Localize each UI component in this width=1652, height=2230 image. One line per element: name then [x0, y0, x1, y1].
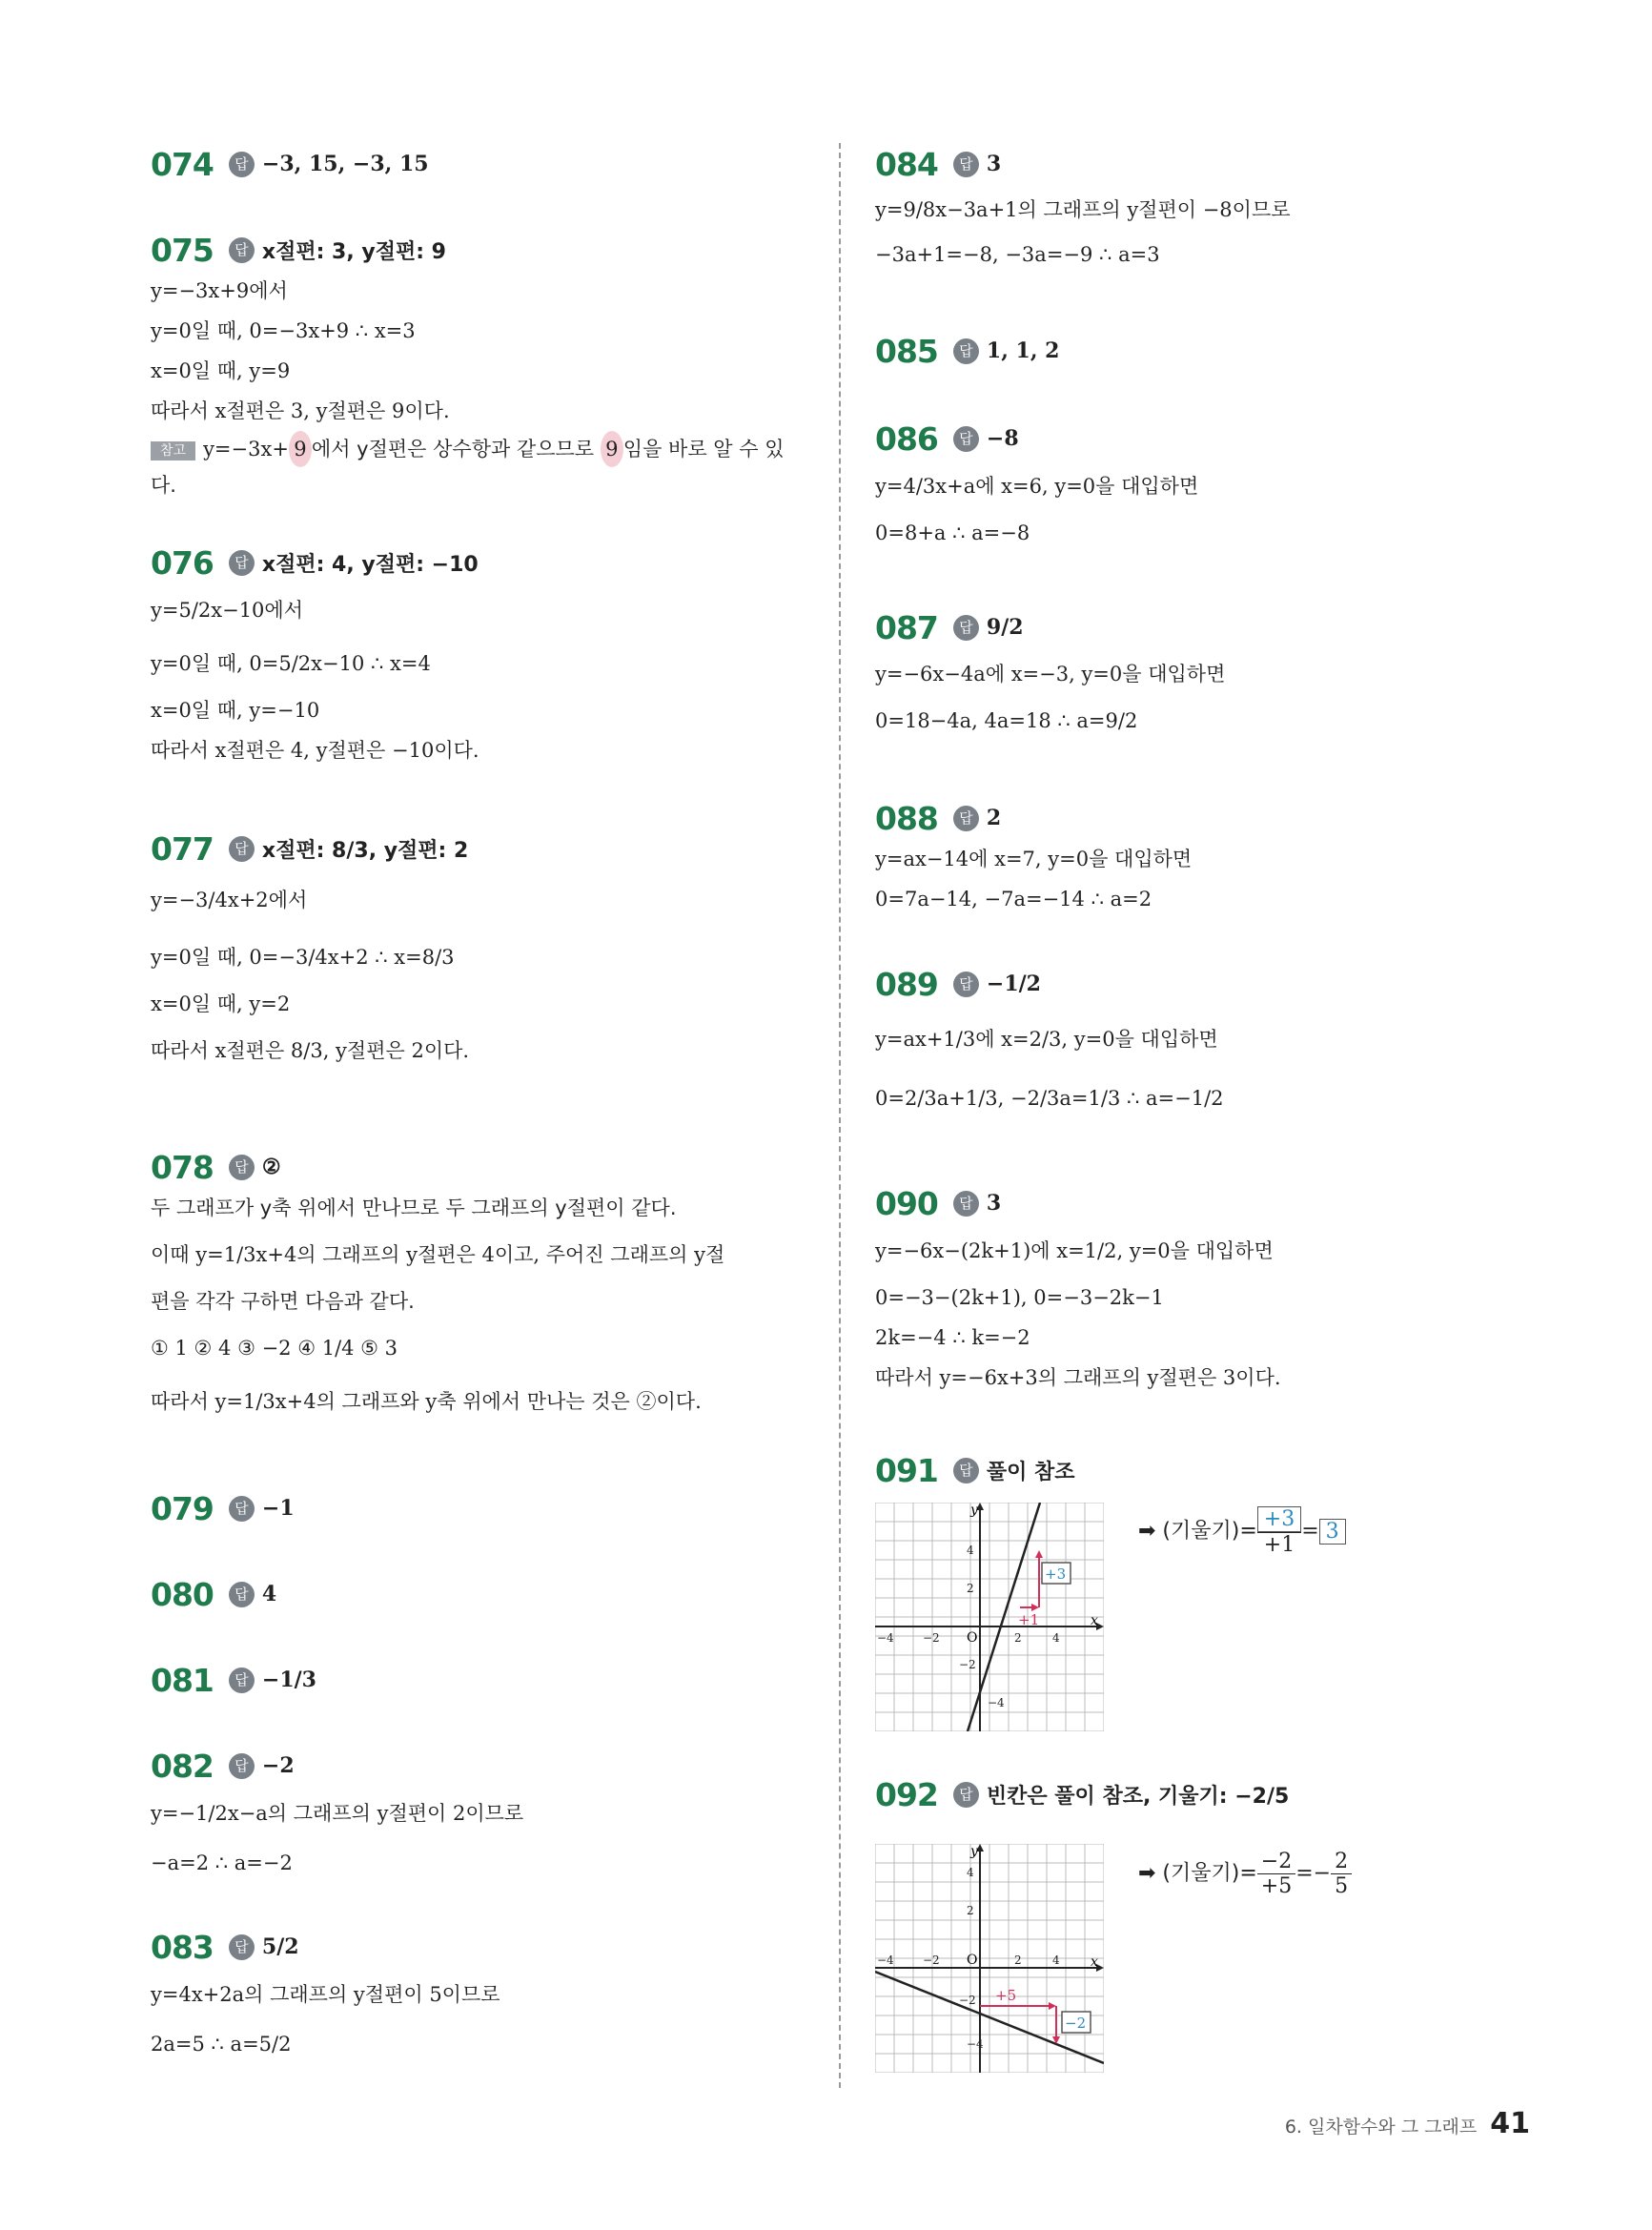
problem-089 — [875, 959, 1533, 1127]
answer-badge: 답 — [953, 972, 979, 997]
problem-number: 074 — [151, 145, 214, 183]
solution-line: y=−6x−(2k+1)에 x=1/2, y=0을 대입하면 — [875, 1239, 1274, 1262]
solution-line: y=0일 때, 0=−3/4x+2 ∴ x=8/3 — [151, 946, 455, 969]
answer-badge: 답 — [953, 152, 979, 177]
answer-badge: 답 — [229, 1934, 255, 1960]
problem-081 — [151, 1659, 808, 1701]
problem-088 — [875, 797, 1533, 919]
solution-line: 0=−3−(2k+1), 0=−3−2k−1 — [875, 1286, 1164, 1309]
answer-badge: 답 — [229, 237, 255, 263]
run-label: +5 — [995, 1987, 1017, 2004]
problem-number: 076 — [151, 543, 214, 582]
answer: −1 — [261, 1496, 295, 1521]
problem-number: 078 — [151, 1148, 214, 1186]
run-label: +1 — [1018, 1611, 1040, 1628]
answer: x절편: 3, y절편: 9 — [261, 239, 446, 264]
problem-080 — [151, 1573, 808, 1615]
answer: 9/2 — [986, 615, 1024, 640]
problem-079 — [151, 1487, 808, 1529]
answer-badge: 답 — [229, 1753, 255, 1779]
solution-line: y=ax+1/3에 x=2/3, y=0을 대입하면 — [875, 1028, 1218, 1051]
problem-number: 084 — [875, 145, 938, 183]
problem-077 — [151, 828, 808, 1077]
problem-087 — [875, 601, 1533, 747]
answer: 풀이 참조 — [986, 1460, 1075, 1484]
answer: 3 — [986, 152, 1002, 176]
answer-badge: 답 — [229, 1155, 255, 1180]
reference-note: 참고 y=−3x+ 9 에서 y절편은 상수항과 같으므로 9 임을 바로 알 수 있다. — [151, 431, 808, 503]
page-number: 41 — [1490, 2107, 1530, 2140]
solution-line: 2a=5 ∴ a=5/2 — [151, 2033, 292, 2056]
problem-092 — [875, 1770, 1533, 2227]
y-tick: 4 — [967, 1544, 974, 1557]
answer: x절편: 8/3, y절편: 2 — [261, 838, 469, 863]
answer: x절편: 4, y절편: −10 — [261, 552, 479, 577]
formula-denominator: +5 — [1257, 1873, 1295, 1898]
solution-line: 0=8+a ∴ a=−8 — [875, 522, 1030, 544]
solution-line: −3a+1=−8, −3a=−9 ∴ a=3 — [875, 243, 1160, 266]
answer-badge: 답 — [229, 1582, 255, 1607]
solution-line: y=−6x−4a에 x=−3, y=0을 대입하면 — [875, 663, 1226, 685]
coordinate-graph — [875, 1503, 1104, 1731]
solution-line: x=0일 때, y=2 — [151, 992, 291, 1015]
answer: 4 — [261, 1582, 277, 1606]
y-tick: 2 — [967, 1904, 974, 1917]
solution-line: ① 1 ② 4 ③ −2 ④ 1/4 ⑤ 3 — [151, 1337, 398, 1360]
problem-086 — [875, 418, 1533, 553]
problem-number: 091 — [875, 1451, 938, 1489]
y-axis-label: y — [970, 1844, 978, 1859]
answer-badge: 답 — [953, 1782, 979, 1808]
problem-number: 080 — [151, 1575, 214, 1613]
answer: −3, 15, −3, 15 — [261, 152, 429, 176]
slope-formula: ➡ (기울기)= $\frac{+3}{+1}$ = 3 — [1138, 1506, 1346, 1557]
answer-badge: 답 — [229, 152, 255, 177]
solution-line: −a=2 ∴ a=−2 — [151, 1852, 293, 1874]
solution-line: 이때 y=1/3x+4의 그래프의 y절편은 4이고, 주어진 그래프의 y절 — [151, 1243, 725, 1266]
formula-denominator: +1 — [1257, 1532, 1301, 1557]
solution-line: y=−3/4x+2에서 — [151, 889, 308, 911]
coordinate-graph — [875, 1844, 1104, 2073]
solution-line: 따라서 y=−6x+3의 그래프의 y절편은 3이다. — [875, 1366, 1281, 1389]
problem-number: 089 — [875, 965, 938, 1003]
solution-line: 2k=−4 ∴ k=−2 — [875, 1326, 1030, 1349]
solution-line: y=4/3x+a에 x=6, y=0을 대입하면 — [875, 475, 1199, 498]
x-tick: −2 — [923, 1631, 940, 1645]
problem-084 — [875, 143, 1533, 275]
y-tick: 4 — [967, 1866, 974, 1879]
solution-line: y=0일 때, 0=−3x+9 ∴ x=3 — [151, 319, 416, 342]
x-tick: 4 — [1052, 1631, 1060, 1645]
problem-number: 075 — [151, 231, 214, 269]
problem-083 — [151, 1926, 808, 2067]
problem-074 — [151, 143, 808, 185]
solution-line: y=9/8x−3a+1의 그래프의 y절편이 −8이므로 — [875, 198, 1291, 221]
x-tick: −4 — [877, 1954, 894, 1967]
solution-line: 따라서 x절편은 8/3, y절편은 2이다. — [151, 1039, 470, 1062]
x-tick: 2 — [1014, 1631, 1022, 1645]
solution-line: y=0일 때, 0=5/2x−10 ∴ x=4 — [151, 652, 431, 675]
answer: −2 — [261, 1753, 295, 1778]
formula-numerator: −2 — [1260, 1850, 1293, 1873]
y-axis-label: y — [970, 1503, 978, 1518]
answer: −1/3 — [261, 1667, 316, 1692]
solution-line: y=−1/2x−a의 그래프의 y절편이 2이므로 — [151, 1802, 524, 1825]
result-denominator: 5 — [1331, 1873, 1352, 1898]
problem-number: 081 — [151, 1661, 214, 1699]
answer-badge: 답 — [953, 426, 979, 452]
chapter-title: 6. 일차함수와 그 그래프 — [1284, 2117, 1478, 2138]
solution-line: x=0일 때, y=−10 — [151, 699, 320, 722]
solution-line: 편을 각각 구하면 다음과 같다. — [151, 1290, 415, 1313]
problem-082 — [151, 1745, 808, 1886]
problem-number: 085 — [875, 332, 938, 370]
y-tick: −4 — [988, 1696, 1005, 1709]
answer-badge: 답 — [229, 550, 255, 576]
answer: ② — [261, 1155, 281, 1179]
answer: −8 — [986, 426, 1019, 451]
answer: 5/2 — [261, 1934, 299, 1959]
x-axis-label: x — [1091, 1613, 1098, 1628]
solution-line: 따라서 x절편은 3, y절편은 9이다. — [151, 399, 450, 422]
x-axis-label: x — [1091, 1954, 1098, 1970]
answer-badge: 답 — [953, 1191, 979, 1217]
result-numerator: 2 — [1335, 1850, 1349, 1873]
solution-line: x=0일 때, y=9 — [151, 359, 291, 382]
rise-label: +3 — [1045, 1565, 1067, 1583]
problem-075 — [151, 229, 808, 503]
answer: 1, 1, 2 — [986, 338, 1060, 363]
formula-result: 3 — [1319, 1519, 1346, 1545]
slope-formula: ➡ (기울기)= $\frac{-2}{+5}$ =− $\frac{2}{5}$ — [1138, 1850, 1352, 1898]
solution-line: 두 그래프가 y축 위에서 만나므로 두 그래프의 y절편이 같다. — [151, 1197, 677, 1219]
page-footer — [1285, 2107, 1530, 2140]
fall-label: −2 — [1065, 2015, 1087, 2032]
answer-badge: 답 — [953, 338, 979, 364]
x-tick: −4 — [877, 1631, 894, 1645]
problem-090 — [875, 1182, 1533, 1398]
highlight: 9 — [601, 431, 623, 467]
x-tick: 4 — [1052, 1954, 1060, 1967]
problem-number: 087 — [875, 608, 938, 646]
answer: 빈칸은 풀이 참조, 기울기: −2/5 — [986, 1784, 1290, 1809]
solution-line: 0=2/3a+1/3, −2/3a=1/3 ∴ a=−1/2 — [875, 1087, 1224, 1110]
problem-number: 088 — [875, 799, 938, 837]
answer-badge: 답 — [953, 1458, 979, 1483]
solution-line: 따라서 y=1/3x+4의 그래프와 y축 위에서 만나는 것은 ②이다. — [151, 1390, 702, 1413]
answer-badge: 답 — [229, 836, 255, 862]
answer-badge: 답 — [229, 1496, 255, 1522]
origin-label: O — [967, 1953, 978, 1968]
answer-badge: 답 — [229, 1667, 255, 1693]
answer: 2 — [986, 806, 1002, 830]
problem-number: 082 — [151, 1747, 214, 1785]
problem-number: 079 — [151, 1489, 214, 1527]
problem-076 — [151, 542, 808, 770]
solution-line: y=ax−14에 x=7, y=0을 대입하면 — [875, 848, 1193, 870]
reference-tag: 참고 — [151, 441, 195, 460]
solution-line: 0=18−4a, 4a=18 ∴ a=9/2 — [875, 709, 1138, 732]
origin-label: O — [967, 1630, 978, 1646]
solution-line: 따라서 x절편은 4, y절편은 −10이다. — [151, 739, 479, 762]
answer: 3 — [986, 1191, 1002, 1216]
x-tick: 2 — [1014, 1954, 1022, 1967]
problem-number: 086 — [875, 419, 938, 458]
solution-line: y=5/2x−10에서 — [151, 599, 303, 622]
y-tick: 2 — [967, 1582, 974, 1595]
solution-line: y=−3x+9에서 — [151, 279, 288, 302]
problem-078 — [151, 1146, 808, 1428]
problem-number: 083 — [151, 1928, 214, 1966]
y-tick: −2 — [959, 1658, 976, 1671]
x-tick: −2 — [923, 1954, 940, 1967]
highlight: 9 — [289, 431, 312, 467]
problem-number: 077 — [151, 829, 214, 868]
solution-line: y=4x+2a의 그래프의 y절편이 5이므로 — [151, 1983, 500, 2006]
answer: −1/2 — [986, 972, 1041, 996]
answer-badge: 답 — [953, 615, 979, 641]
y-tick: −2 — [959, 1994, 976, 2007]
problem-number: 090 — [875, 1184, 938, 1222]
solution-line: 0=7a−14, −7a=−14 ∴ a=2 — [875, 888, 1152, 910]
formula-numerator: +3 — [1257, 1506, 1301, 1532]
problem-085 — [875, 330, 1533, 372]
answer-badge: 답 — [953, 806, 979, 831]
problem-number: 092 — [875, 1775, 938, 1813]
column-divider — [839, 143, 841, 2088]
y-tick: −4 — [967, 2037, 984, 2051]
